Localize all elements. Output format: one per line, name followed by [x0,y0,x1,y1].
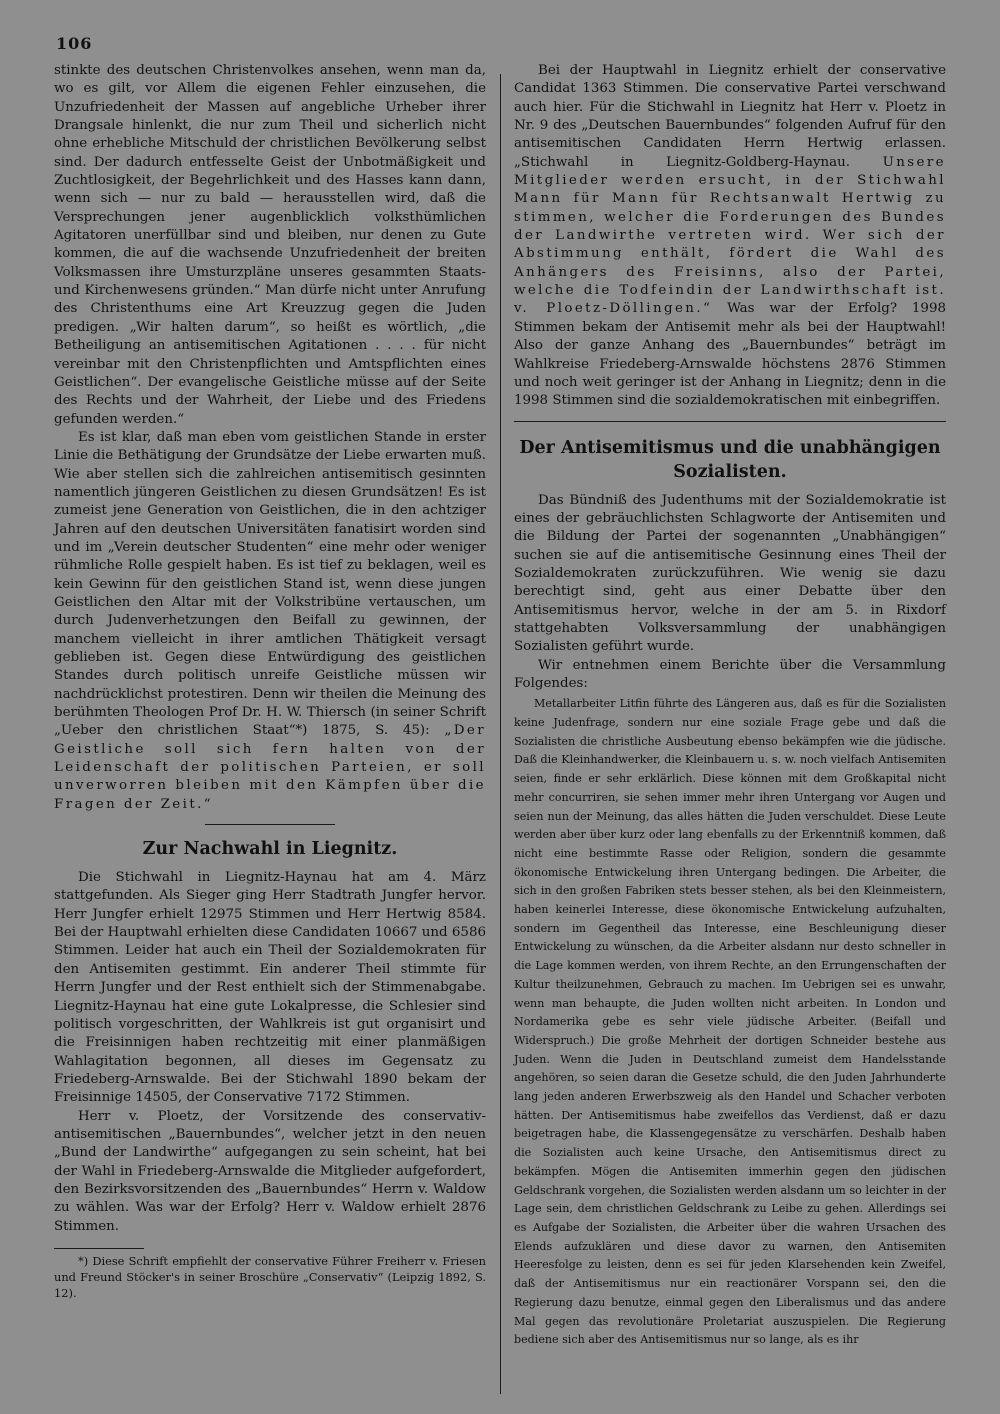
heading-line: Sozialisten. [673,461,787,482]
section-separator [514,421,946,422]
section-separator [205,824,335,825]
footnote: *) Diese Schrift empfiehlt der conservative Führer Freiherr v. Friesen und Freund Stöcker's in seiner Broschüre „Conservativ“ (Leipzig 1892, S. 12). [54,1253,486,1300]
section-heading-antisemitismus [514,436,946,484]
article-paragraph [514,62,946,411]
section-heading-nachwahl: Zur Nachwahl in Liegnitz. [142,839,398,860]
meeting-report [514,695,946,1350]
column-divider [500,74,501,1394]
article-text: Was war der Erfolg? 1998 Stimmen bekam der Antisemit mehr als bei der Hauptwahl! Also der ganze Anhang des „Bauernbundes“ beträgt im Wahlkreise Friedeberg-Arnswalde höchstens 2876 Stimmen und noch weit geringer ist der Anhang in Liegnitz; denn in die 1998 Stimmen sind die sozialdemokratischen mit einbegriffen. [514,301,946,409]
article-paragraph [54,429,486,814]
article-text: Bei der Hauptwahl in Liegnitz erhielt der conservative Candidat 1363 Stimmen. Die conservative Partei verschwand auch hier. Für die Stichwahl in Liegnitz hat Herr v. Ploetz in Nr. 9 des „Deutschen Bauernbundes“ folgenden Aufruf für den antisemitischen Candidaten Herrn Hertwig erlassen. „Stichwahl in Liegnitz-Goldberg-Haynau. [514,63,946,170]
page-number: 106 [56,34,93,53]
article-text: Es ist klar, daß man eben vom geistlichen Stande in erster Linie die Bethätigung der Grundsätze der Liebe erwarten muß. Wie aber stellen sich die zahlreichen antisemitisch gesinnten namentlich jüngeren Geistlichen zu diesen Grundsätzen! Es ist zumeist jene Generation von Geistlichen, die in den achtziger Jahren auf den deutschen Universitäten fanatisirt worden sind und im „Verein deutscher Studenten“ eine mehr oder weniger rühmliche Rolle gespielt haben. Es ist tief zu beklagen, weil es kein Gewinn für den geistlichen Stand ist, wenn diese jungen Geistlichen den Altar mit der Volkstribüne vertauschen, um durch Judenverhetzungen den Beifall zu gewinnen, der manchem vielleicht in ihrer amtlichen Thätigkeit versagt geblieben ist. Gegen diese Entwürdigung des geistlichen Standes durch politisch unreife Geistliche müssen wir nachdrücklichst protestiren. Denn wir theilen die Meinung des berühmten Theologen Prof Dr. H. W. Thiersch (in seiner Schrift „Ueber den christlichen Staat“*) 1875, S. 45): [54,429,486,739]
article-text: Wir entnehmen einem Berichte über die Versammlung Folgendes: [514,657,946,691]
left-column [54,62,486,1301]
bauernbund-appeal: Unsere Mitglieder werden ersucht, in der Stichwahl Mann für Mann für Rechtsanwalt Hertwig zu stimmen, welcher die Forderungen des Bundes der Landwirthe vertreten wird. Wer sich der Abstimmung enthält, fördert die Wahl des Anhängers des Freisinns, also der Partei, welche die Todfeindin der Landwirthschaft ist. v. Ploetz-Döllingen.“ [514,154,946,317]
article-text: Die Stichwahl in Liegnitz-Haynau hat am 4. März stattgefunden. Als Sieger ging Herr Stadtrath Jungfer hervor. Herr Jungfer erhielt 12975 Stimmen und Herr Hertwig 8584. Bei der Hauptwahl erhielten diese Candidaten 10667 und 6586 Stimmen. Leider hat auch ein Theil der Sozialdemokraten für den Antisemiten gestimmt. Ein anderer Theil stimmte für Herrn Jungfer und der Rest enthielt sich der Stimmenabgabe. Liegnitz-Haynau hat eine gute Lokalpresse, die Schlesier sind politisch vorgeschritten, der Wahlkreis ist gut organisirt und die Freisinnigen haben rechtzeitig mit einer planmäßigen Wahlagitation begonnen, all dieses im Gegensatz zu Friedeberg-Arnswalde. Bei der Stichwahl 1890 bekam der Freisinnige 14505, der Conservative 7172 Stimmen. [54,870,486,1106]
thiersch-quote: „Der Geistliche soll sich fern halten von der Leidenschaft der politischen Parteien, er soll unverworren bleiben mit den Kämpfen über die Fragen der Zeit.“ [54,723,486,812]
report-text: Metallarbeiter Litfin führte des Längeren aus, daß es für die Sozialisten keine Judenfrage, sondern nur eine soziale Frage gebe und daß die Sozialisten die christliche Ausbeutung ebenso bekämpfen wie die jüdische. Daß die Kleinhandwerker, die Kleinbauern u. s. w. noch vielfach Antisemiten seien, finde er sehr erklärlich. Diese können mit dem Großkapital nicht mehr concurriren, sie sehen immer mehr ihren Untergang vor Augen und seien nun der Meinung, das alles hätten die Juden verschuldet. Diese Leute werden aber über kurz oder lang ebenfalls zu der Erkenntniß kommen, daß nicht eine bestimmte Rasse oder Religion, sondern die gesammte ökonomische Entwickelung ihren Untergang bedingen. Die Arbeiter, die sich in den großen Fabriken stets besser stehen, als bei den Kleinmeistern, haben keinerlei Interesse, diese ökonomische Entwickelung aufzuhalten, sondern im Gegentheil das Interesse, eine Beschleunigung dieser Entwickelung zu wünschen, da die Arbeiter alsdann nur desto schneller in die Lage kommen werden, von ihrem Rechte, an den Errungenschaften der Kultur theilzunehmen, Gebrauch zu machen. Im Uebrigen sei es unwahr, wenn man behaupte, die Juden wollten nicht arbeiten. In London und Nordamerika gebe es sehr viele jüdische Arbeiter. (Beifall und Widerspruch.) Die große Mehrheit der dortigen Schneider bestehe aus Juden. Wenn die Juden in Deutschland zumeist dem Handelsstande angehören, so seien daran die Gesetze schuld, die den Juden Jahrhunderte lang jeden anderen Erwerbszweig als den Handel und Schacher verboten hätten. Der Antisemitismus habe zweifellos das Verdienst, daß er dazu beigetragen habe, die Klassengegensätze zu verschärfen. Deshalb haben die Sozialisten auch keine Ursache, den Antisemitismus direct zu bekämpfen. Mögen die Antisemiten immerhin gegen den jüdischen Geldschrank vorgehen, die Sozialisten werden alsdann um so leichter in der Lage sein, dem christlichen Geldschrank zu Leibe zu gehen. Allerdings sei es Aufgabe der Sozialisten, die Arbeiter über die wahren Ursachen des Elends aufzuklären und diese davor zu warnen, den Antisemiten Heeresfolge zu leisten, denn es sei für jeden Klarsehenden kein Zweifel, daß der Antisemitismus nur ein reactionärer Vorspann sei, den die Regierung dazu benutze, einmal gegen den Liberalismus und das andere Mal gegen das revolutionäre Proletariat auszuspielen. Die Regierung bediene sich aber des Antisemitismus nur so lange, als es ihr [514,697,946,1347]
footnote-rule [54,1248,144,1249]
article-text: Das Bündniß des Judenthums mit der Sozialdemokratie ist eines der gebräuchlichsten Schlagworte der Antisemiten und die Bildung der Partei der sogenannten „Unabhängigen“ suchen sie auf die antisemitische Gesinnung eines Theil der Sozialdemokraten zurückzuführen. Wie wenig sie dazu berechtigt sind, geht aus einer Debatte über den Antisemitismus hervor, welche in der am 5. in Rixdorf stattgehabten Volksversammlung der unabhängigen Sozialisten geführt wurde. [514,492,946,655]
right-column [514,62,946,1350]
article-text: stinkte des deutschen Christenvolkes ansehen, wenn man da, wo es gilt, vor Allem die eigenen Fehler einzusehen, die Unzufriedenheit der Massen auf angebliche Urheber ihrer Drangsale hinlenkt, die nur zum Theil und sicherlich nicht ohne erhebliche Mitschuld der christlichen Bevölkerung selbst sind. Der dadurch entfesselte Geist der Unbotmäßigkeit und Zuchtlosigkeit, der Begehrlichkeit und des Hasses kann dann, wenn sich — nur zu bald — herausstellen wird, daß die Versprechungen jener augenblicklich volksthümlichen Agitatoren unerfüllbar sind und bleiben, nur denen zu Gute kommen, die auf die wachsende Unzufriedenheit der breiten Volksmassen ihre Umsturzpläne unseres gesammten Staats- und Kirchenwesens gründen.“ Man dürfe nicht unter Anrufung des Christenthums eine Art Kreuzzug gegen die Juden predigen. „Wir halten darum“, so heißt es wörtlich, „die Betheiligung an antisemitischen Agitationen . . . . für nicht vereinbar mit den Christenpflichten und Amtspflichten eines Geistlichen“. Der evangelische Geistliche müsse auf der Seite des Rechts und der Wahrheit, der Liebe und des Friedens gefunden werden.“ [54,63,486,427]
article-text: Herr v. Ploetz, der Vorsitzende des conservativ-antisemitischen „Bauernbundes“, welcher jetzt in den neuen „Bund der Landwirthe“ aufgegangen zu sein scheint, hat bei der Wahl in Friedeberg-Arnswalde die Mitglieder aufgefordert, den Bezirksvorsitzenden des „Bauernbundes“ Herrn v. Waldow zu wählen. Was war der Erfolg? Herr v. Waldow erhielt 2876 Stimmen. [54,1108,486,1234]
heading-line: Der Antisemitismus und die unabhängigen [519,437,941,458]
